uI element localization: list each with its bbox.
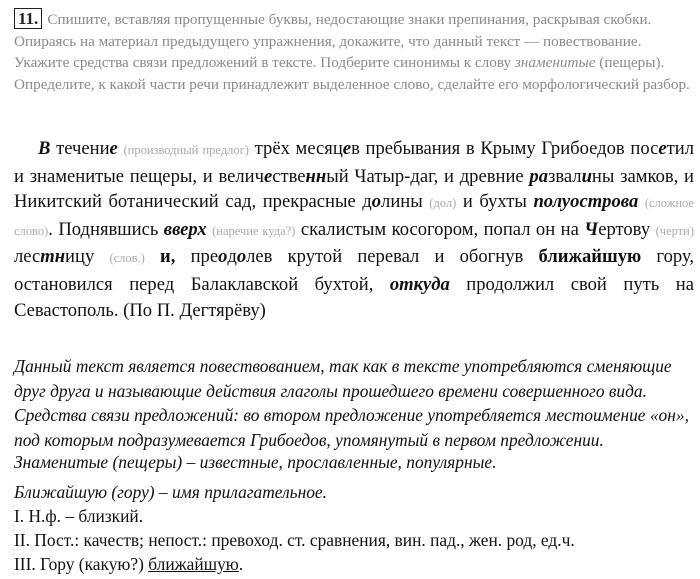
morphology-heading: Ближайшую (гору) – имя прилагательное. — [14, 482, 327, 502]
morphology-line-1: I. Н.ф. – близкий. — [14, 506, 144, 526]
inserted-letter: е — [658, 138, 667, 159]
text-fragment — [145, 246, 160, 267]
answer-morphology — [14, 480, 690, 576]
text-fragment: скалистым косогором, попал он на — [295, 218, 585, 240]
morphology-line-3-end: . — [238, 554, 244, 574]
inserted-punctuation: и, — [160, 246, 176, 268]
highlighted-word: ближайшую — [538, 246, 642, 268]
inserted-letter: о — [218, 246, 228, 268]
text-fragment: и бухты — [456, 191, 534, 213]
inserted-letter: е — [263, 165, 273, 187]
inserted-letter: Ч — [584, 218, 599, 240]
inserted-letter: е — [109, 138, 118, 159]
text-fragment: тил и знаменитые пещеры, и велич — [14, 138, 694, 187]
text-fragment: пре — [175, 246, 219, 268]
text-fragment: ицу — [65, 246, 110, 268]
task-highlight-word: знаменитые — [514, 54, 596, 71]
hint-note: (сложное слово) — [14, 196, 694, 238]
text-fragment: . Поднявшись — [48, 218, 164, 240]
inserted-letter: нн — [305, 165, 327, 187]
hint-note: (черти) — [655, 223, 694, 238]
text-fragment: ны замков, и Никитский ботанический сад, прекрасные д — [14, 165, 694, 213]
morphology-line-3 — [14, 552, 690, 576]
text-fragment: стве — [272, 165, 306, 187]
highlighted-word: полуострова — [533, 191, 639, 213]
hint-note: (слов.) — [109, 251, 145, 266]
text-fragment: ый Чатыр-даг, и древние — [326, 165, 530, 187]
text-fragment: лины — [381, 191, 430, 213]
task-instructions — [14, 8, 690, 95]
inserted-letter: В — [38, 138, 51, 159]
exercise-text — [14, 136, 694, 323]
hint-note: (производный предлог) — [123, 143, 249, 157]
text-fragment: продолжил свой путь на Севастополь. (По П. Дегтярёву) — [14, 273, 694, 321]
task-text-1: Спишите, вставляя пропущенные буквы, недостающие знаки препинания, раскрывая скобки. Опираясь на материал предыдущего упражнения, докажите, что данный текст — повествование. Укажите средства связи предложений в тексте. Подберите синонимы к слову — [14, 11, 652, 71]
answer-paragraph-1: Данный текст является повествованием, так как в тексте употребляются сменяющие друг друга и называющие действия глаголы прошедшего времени совершенного вида. Средства связи предложений: во втором предложение употребляется местоимение «он», под которым подразумевается Грибоедов, упомянутый в первом предложении. — [14, 356, 689, 450]
inserted-letter: о — [236, 246, 247, 268]
task-number: 11. — [14, 8, 42, 29]
hint-note: (дол) — [429, 196, 457, 211]
inserted-letter: тн — [40, 246, 66, 268]
text-fragment: течени — [50, 138, 110, 159]
answer-synonyms: Знаменитые (пещеры) – известные, прославленные, популярные. — [14, 452, 497, 472]
hint-note: (наречие куда?) — [212, 223, 296, 238]
text-fragment: ертову — [598, 218, 656, 240]
inserted-letter: е — [342, 138, 352, 159]
text-fragment: гору, остановился перед Балаклавской бухтой, — [14, 246, 694, 295]
highlighted-word: вверх — [163, 218, 207, 240]
highlighted-word: откуда — [389, 273, 450, 295]
text-fragment: лев крутой перевал и обогнув — [246, 246, 539, 268]
morphology-line-2: II. Пост.: качеств; непост.: превоход. ст. сравнения, вин. пад., жен. род, ед.ч. — [14, 530, 575, 550]
inserted-letter: о — [371, 191, 382, 213]
text-fragment: лес — [14, 246, 41, 268]
inserted-letter: и — [581, 165, 592, 187]
text-fragment: д — [227, 246, 237, 268]
text-fragment: в пребывания в Крыму Грибоедов пос — [351, 138, 659, 159]
task-text-2: (пещеры). Определите, к какой части речи принадлежит выделенное слово, сделайте его морфологический разбор. — [14, 54, 690, 93]
morphology-underlined-word: ближайшую — [148, 554, 239, 574]
text-fragment: трёх месяц — [248, 138, 343, 159]
inserted-letter: ра — [529, 165, 548, 187]
morphology-line-3-text: III. Гору (какую?) — [14, 554, 149, 574]
text-fragment: звал — [548, 165, 582, 187]
